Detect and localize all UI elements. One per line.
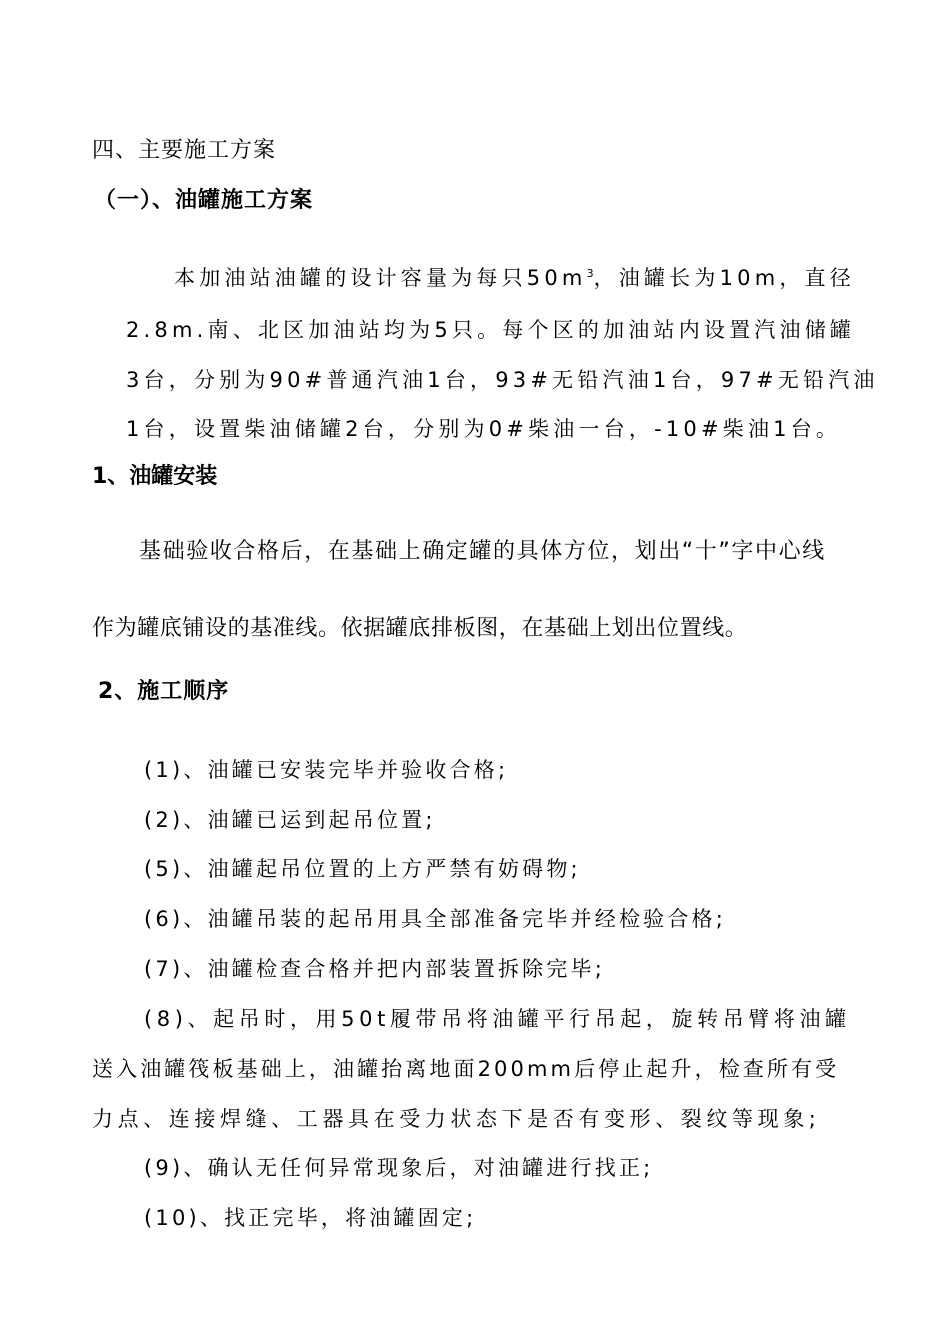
step-8-line-1: (8)、起吊时，用50t履带吊将油罐平行吊起，旋转吊臂将油罐 [144, 1007, 851, 1031]
intro-line-1-tail: ，油罐长为10m，直径 [593, 266, 855, 290]
step-8-line-2: 送入油罐筏板基础上，油罐抬离地面200mm后停止起升，检查所有受 [92, 1057, 840, 1081]
paragraph-1-line-1: 基础验收合格后，在基础上确定罐的具体方位，划出“十”字中心线 [139, 539, 826, 564]
intro-line-4: 1台，设置柴油储罐2台，分别为0#柴油一台，-10#柴油1台。 [126, 417, 842, 441]
step-8-line-3: 力点、连接焊缝、工器具在受力状态下是否有变形、裂纹等现象; [92, 1107, 821, 1131]
subsection-heading: （一）、油罐施工方案 [94, 188, 314, 213]
step-6: (6)、油罐吊装的起吊用具全部准备完毕并经检验合格; [144, 907, 727, 931]
step-1: (1)、油罐已安装完毕并验收合格; [144, 758, 509, 782]
superscript-3: 3 [586, 267, 594, 280]
intro-line-3: 3台，分别为90#普通汽油1台，93#无铅汽油1台，97#无铅汽油 [126, 368, 879, 392]
intro-line-2: 2.8m.南、北区加油站均为5只。每个区的加油站内设置汽油储罐 [126, 318, 856, 342]
step-5: (5)、油罐起吊位置的上方严禁有妨碍物; [144, 857, 581, 881]
heading-construction-sequence: 2、施工顺序 [98, 679, 230, 704]
step-10: (10)、找正完毕，将油罐固定; [144, 1206, 477, 1230]
heading-oil-tank-installation: 1、油罐安装 [92, 464, 218, 489]
step-7: (7)、油罐检查合格并把内部装置拆除完毕; [144, 957, 606, 981]
intro-line-1-text: 本加油站油罐的设计容量为每只50m [174, 266, 587, 290]
paragraph-1-line-2: 作为罐底铺设的基准线。依据罐底排板图，在基础上划出位置线。 [92, 616, 748, 641]
step-2: (2)、油罐已运到起吊位置; [144, 808, 436, 832]
section-heading: 四、主要施工方案 [92, 138, 277, 163]
intro-line-1 [174, 262, 855, 292]
step-9: (9)、确认无任何异常现象后，对油罐进行找正; [144, 1156, 654, 1180]
